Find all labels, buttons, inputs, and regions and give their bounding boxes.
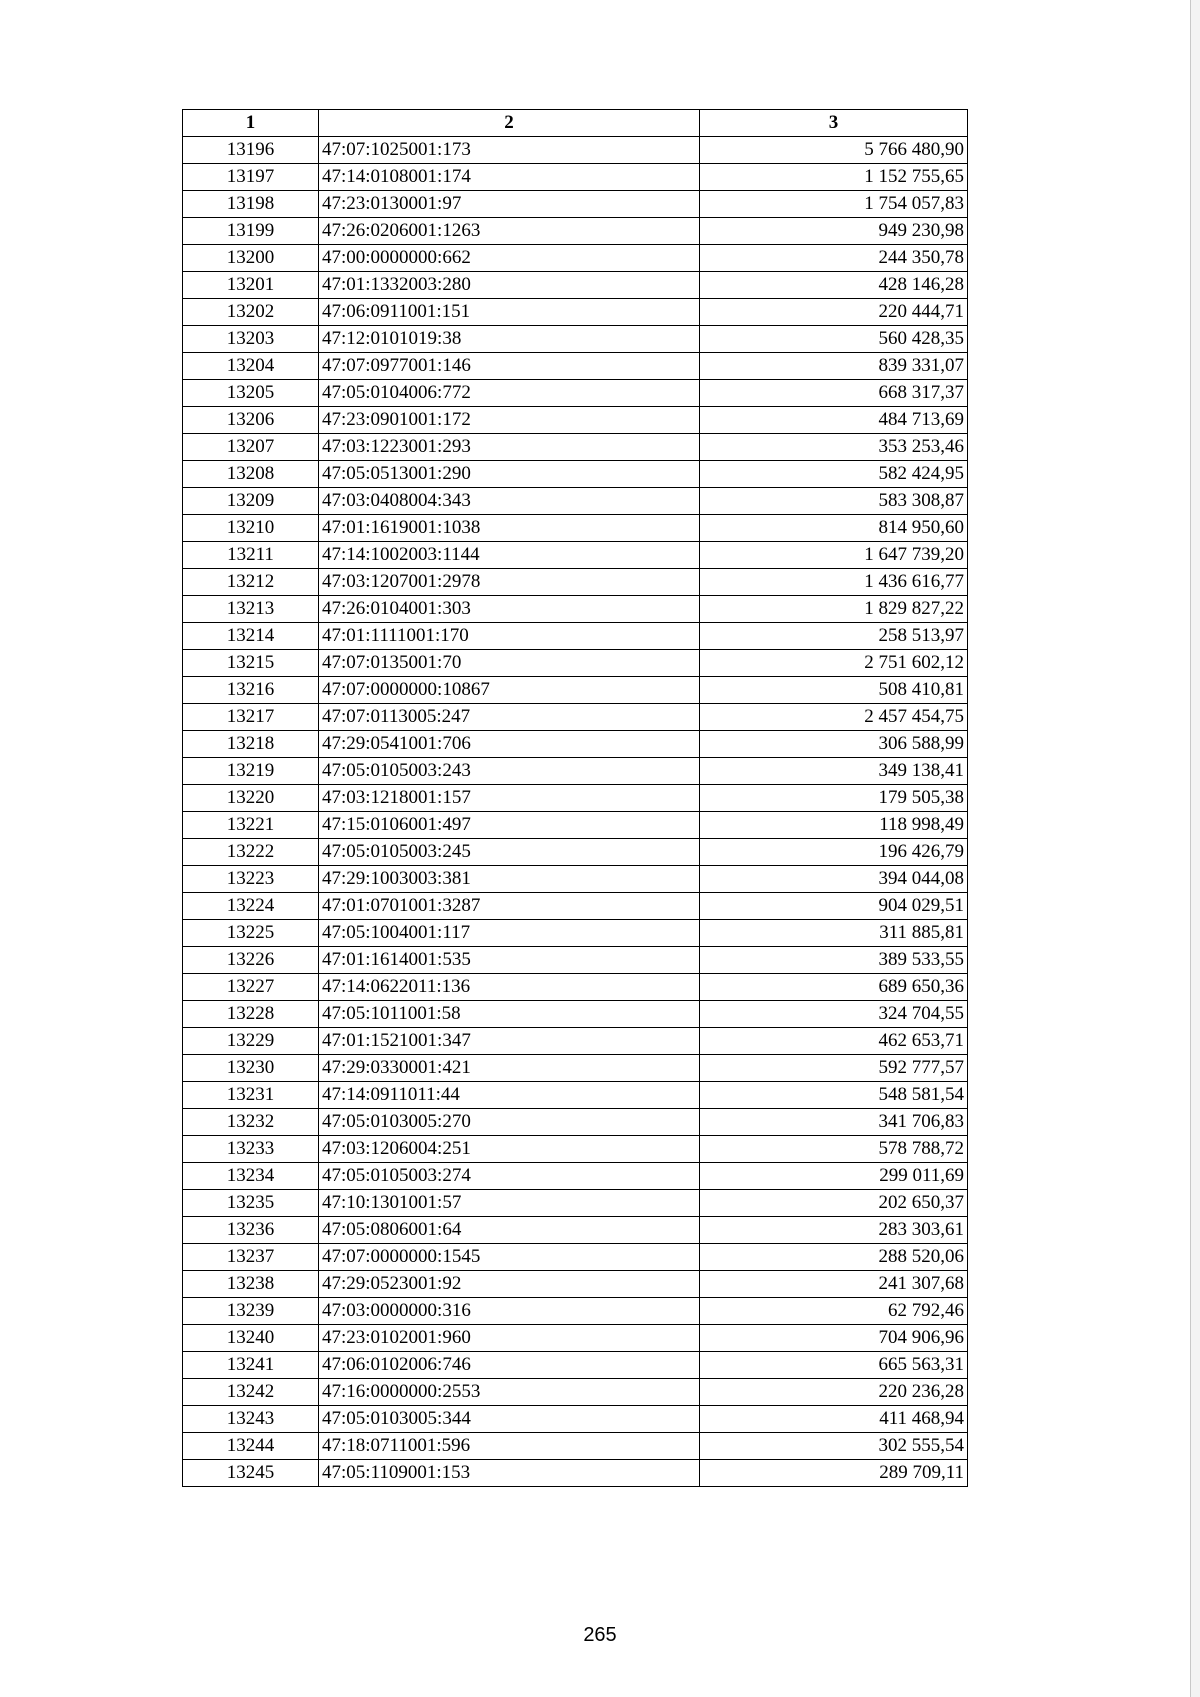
cadastral-value-cell: 241 307,68 xyxy=(700,1271,968,1298)
cadastral-number-cell: 47:07:0113005:247 xyxy=(319,704,700,731)
row-number-cell: 13235 xyxy=(183,1190,319,1217)
table-row xyxy=(183,1325,968,1352)
cadastral-number-cell: 47:05:0105003:243 xyxy=(319,758,700,785)
row-number-cell: 13205 xyxy=(183,380,319,407)
table-row xyxy=(183,353,968,380)
row-number-cell: 13227 xyxy=(183,974,319,1001)
table-row xyxy=(183,920,968,947)
row-number-cell: 13199 xyxy=(183,218,319,245)
cadastral-value-cell: 258 513,97 xyxy=(700,623,968,650)
row-number-cell: 13228 xyxy=(183,1001,319,1028)
table-row xyxy=(183,1001,968,1028)
cadastral-number-cell: 47:03:1218001:157 xyxy=(319,785,700,812)
row-number-cell: 13238 xyxy=(183,1271,319,1298)
cadastral-value-cell: 62 792,46 xyxy=(700,1298,968,1325)
cadastral-value-cell: 1 754 057,83 xyxy=(700,191,968,218)
table-row xyxy=(183,569,968,596)
table-row xyxy=(183,596,968,623)
row-number-cell: 13220 xyxy=(183,785,319,812)
row-number-cell: 13242 xyxy=(183,1379,319,1406)
table-row xyxy=(183,245,968,272)
cadastral-value-cell: 428 146,28 xyxy=(700,272,968,299)
cadastral-value-cell: 949 230,98 xyxy=(700,218,968,245)
row-number-cell: 13219 xyxy=(183,758,319,785)
row-number-cell: 13230 xyxy=(183,1055,319,1082)
table-row xyxy=(183,515,968,542)
cadastral-value-cell: 1 436 616,77 xyxy=(700,569,968,596)
cadastral-value-cell: 179 505,38 xyxy=(700,785,968,812)
cadastral-number-cell: 47:23:0102001:960 xyxy=(319,1325,700,1352)
table-row xyxy=(183,1379,968,1406)
column-header-2: 2 xyxy=(319,110,700,137)
cadastral-value-cell: 904 029,51 xyxy=(700,893,968,920)
row-number-cell: 13240 xyxy=(183,1325,319,1352)
cadastral-number-cell: 47:07:0000000:1545 xyxy=(319,1244,700,1271)
cadastral-number-cell: 47:14:1002003:1144 xyxy=(319,542,700,569)
row-number-cell: 13206 xyxy=(183,407,319,434)
cadastral-value-cell: 411 468,94 xyxy=(700,1406,968,1433)
cadastral-value-cell: 689 650,36 xyxy=(700,974,968,1001)
row-number-cell: 13223 xyxy=(183,866,319,893)
table-row xyxy=(183,1406,968,1433)
cadastral-value-cell: 299 011,69 xyxy=(700,1163,968,1190)
table-row xyxy=(183,488,968,515)
cadastral-value-cell: 118 998,49 xyxy=(700,812,968,839)
table-row xyxy=(183,137,968,164)
table-row xyxy=(183,380,968,407)
cadastral-value-cell: 578 788,72 xyxy=(700,1136,968,1163)
cadastral-value-cell: 484 713,69 xyxy=(700,407,968,434)
cadastral-number-cell: 47:01:1619001:1038 xyxy=(319,515,700,542)
cadastral-value-cell: 283 303,61 xyxy=(700,1217,968,1244)
cadastral-number-cell: 47:07:0000000:10867 xyxy=(319,677,700,704)
cadastral-number-cell: 47:03:0408004:343 xyxy=(319,488,700,515)
row-number-cell: 13200 xyxy=(183,245,319,272)
row-number-cell: 13212 xyxy=(183,569,319,596)
cadastral-number-cell: 47:05:0103005:270 xyxy=(319,1109,700,1136)
cadastral-value-cell: 202 650,37 xyxy=(700,1190,968,1217)
table-row xyxy=(183,218,968,245)
cadastral-number-cell: 47:01:1521001:347 xyxy=(319,1028,700,1055)
cadastral-value-cell: 592 777,57 xyxy=(700,1055,968,1082)
cadastral-number-cell: 47:23:0130001:97 xyxy=(319,191,700,218)
row-number-cell: 13245 xyxy=(183,1460,319,1487)
table-row xyxy=(183,1271,968,1298)
row-number-cell: 13204 xyxy=(183,353,319,380)
cadastral-number-cell: 47:14:0911011:44 xyxy=(319,1082,700,1109)
cadastral-number-cell: 47:23:0901001:172 xyxy=(319,407,700,434)
row-number-cell: 13209 xyxy=(183,488,319,515)
row-number-cell: 13222 xyxy=(183,839,319,866)
cadastral-number-cell: 47:26:0206001:1263 xyxy=(319,218,700,245)
table-row xyxy=(183,191,968,218)
cadastral-number-cell: 47:06:0102006:746 xyxy=(319,1352,700,1379)
cadastral-number-cell: 47:05:1004001:117 xyxy=(319,920,700,947)
cadastral-number-cell: 47:07:0977001:146 xyxy=(319,353,700,380)
table-row xyxy=(183,650,968,677)
table-row xyxy=(183,893,968,920)
cadastral-value-cell: 1 829 827,22 xyxy=(700,596,968,623)
row-number-cell: 13232 xyxy=(183,1109,319,1136)
row-number-cell: 13225 xyxy=(183,920,319,947)
cadastral-value-cell: 5 766 480,90 xyxy=(700,137,968,164)
cadastral-value-cell: 311 885,81 xyxy=(700,920,968,947)
table-row xyxy=(183,785,968,812)
cadastral-number-cell: 47:12:0101019:38 xyxy=(319,326,700,353)
cadastral-value-cell: 814 950,60 xyxy=(700,515,968,542)
row-number-cell: 13201 xyxy=(183,272,319,299)
cadastral-number-cell: 47:03:1206004:251 xyxy=(319,1136,700,1163)
cadastral-value-cell: 289 709,11 xyxy=(700,1460,968,1487)
cadastral-number-cell: 47:07:1025001:173 xyxy=(319,137,700,164)
cadastral-value-cell: 665 563,31 xyxy=(700,1352,968,1379)
row-number-cell: 13221 xyxy=(183,812,319,839)
cadastral-value-cell: 220 236,28 xyxy=(700,1379,968,1406)
row-number-cell: 13214 xyxy=(183,623,319,650)
table-row xyxy=(183,812,968,839)
table-row xyxy=(183,974,968,1001)
cadastral-value-cell: 220 444,71 xyxy=(700,299,968,326)
cadastral-value-cell: 2 751 602,12 xyxy=(700,650,968,677)
cadastral-number-cell: 47:29:1003003:381 xyxy=(319,866,700,893)
table-row xyxy=(183,1217,968,1244)
row-number-cell: 13243 xyxy=(183,1406,319,1433)
table-row xyxy=(183,731,968,758)
cadastral-number-cell: 47:05:0103005:344 xyxy=(319,1406,700,1433)
table-body xyxy=(183,137,968,1487)
cadastral-value-cell: 839 331,07 xyxy=(700,353,968,380)
cadastral-number-cell: 47:05:0806001:64 xyxy=(319,1217,700,1244)
row-number-cell: 13224 xyxy=(183,893,319,920)
row-number-cell: 13244 xyxy=(183,1433,319,1460)
table-row xyxy=(183,839,968,866)
cadastral-value-cell: 583 308,87 xyxy=(700,488,968,515)
table-row xyxy=(183,407,968,434)
row-number-cell: 13217 xyxy=(183,704,319,731)
row-number-cell: 13210 xyxy=(183,515,319,542)
table-row xyxy=(183,677,968,704)
row-number-cell: 13211 xyxy=(183,542,319,569)
cadastral-number-cell: 47:15:0106001:497 xyxy=(319,812,700,839)
row-number-cell: 13198 xyxy=(183,191,319,218)
cadastral-number-cell: 47:00:0000000:662 xyxy=(319,245,700,272)
cadastral-number-cell: 47:03:1223001:293 xyxy=(319,434,700,461)
table-row xyxy=(183,1136,968,1163)
row-number-cell: 13196 xyxy=(183,137,319,164)
table-row xyxy=(183,1244,968,1271)
row-number-cell: 13216 xyxy=(183,677,319,704)
cadastral-value-cell: 668 317,37 xyxy=(700,380,968,407)
cadastral-value-cell: 2 457 454,75 xyxy=(700,704,968,731)
row-number-cell: 13203 xyxy=(183,326,319,353)
cadastral-value-cell: 349 138,41 xyxy=(700,758,968,785)
cadastral-number-cell: 47:05:0105003:274 xyxy=(319,1163,700,1190)
cadastral-number-cell: 47:01:1614001:535 xyxy=(319,947,700,974)
cadastral-number-cell: 47:29:0330001:421 xyxy=(319,1055,700,1082)
row-number-cell: 13229 xyxy=(183,1028,319,1055)
table-row xyxy=(183,1055,968,1082)
cadastral-number-cell: 47:10:1301001:57 xyxy=(319,1190,700,1217)
table-row xyxy=(183,1460,968,1487)
cadastral-value-cell: 704 906,96 xyxy=(700,1325,968,1352)
row-number-cell: 13233 xyxy=(183,1136,319,1163)
page-number: 265 xyxy=(583,1624,617,1646)
row-number-cell: 13208 xyxy=(183,461,319,488)
cadastral-number-cell: 47:03:0000000:316 xyxy=(319,1298,700,1325)
cadastral-number-cell: 47:26:0104001:303 xyxy=(319,596,700,623)
column-header-3: 3 xyxy=(700,110,968,137)
cadastral-number-cell: 47:18:0711001:596 xyxy=(319,1433,700,1460)
row-number-cell: 13202 xyxy=(183,299,319,326)
cadastral-value-cell: 196 426,79 xyxy=(700,839,968,866)
row-number-cell: 13207 xyxy=(183,434,319,461)
cadastral-value-cell: 1 647 739,20 xyxy=(700,542,968,569)
cadastral-number-cell: 47:14:0108001:174 xyxy=(319,164,700,191)
cadastral-number-cell: 47:16:0000000:2553 xyxy=(319,1379,700,1406)
cadastral-number-cell: 47:07:0135001:70 xyxy=(319,650,700,677)
cadastral-number-cell: 47:01:1111001:170 xyxy=(319,623,700,650)
cadastral-value-cell: 244 350,78 xyxy=(700,245,968,272)
cadastral-value-cell: 353 253,46 xyxy=(700,434,968,461)
cadastral-number-cell: 47:29:0523001:92 xyxy=(319,1271,700,1298)
table-row xyxy=(183,758,968,785)
cadastral-number-cell: 47:29:0541001:706 xyxy=(319,731,700,758)
row-number-cell: 13237 xyxy=(183,1244,319,1271)
table-row xyxy=(183,704,968,731)
table-row xyxy=(183,1028,968,1055)
cadastral-number-cell: 47:05:1011001:58 xyxy=(319,1001,700,1028)
cadastral-value-cell: 302 555,54 xyxy=(700,1433,968,1460)
cadastral-number-cell: 47:05:0513001:290 xyxy=(319,461,700,488)
cadastral-number-cell: 47:01:1332003:280 xyxy=(319,272,700,299)
row-number-cell: 13215 xyxy=(183,650,319,677)
table-row xyxy=(183,623,968,650)
cadastral-value-cell: 341 706,83 xyxy=(700,1109,968,1136)
table-row xyxy=(183,1298,968,1325)
row-number-cell: 13213 xyxy=(183,596,319,623)
table-row xyxy=(183,299,968,326)
row-number-cell: 13239 xyxy=(183,1298,319,1325)
cadastral-value-cell: 462 653,71 xyxy=(700,1028,968,1055)
page-edge xyxy=(1190,0,1200,1697)
table-row xyxy=(183,1163,968,1190)
cadastral-number-cell: 47:05:0104006:772 xyxy=(319,380,700,407)
row-number-cell: 13231 xyxy=(183,1082,319,1109)
table-row xyxy=(183,866,968,893)
row-number-cell: 13226 xyxy=(183,947,319,974)
row-number-cell: 13218 xyxy=(183,731,319,758)
row-number-cell: 13236 xyxy=(183,1217,319,1244)
cadastral-number-cell: 47:06:0911001:151 xyxy=(319,299,700,326)
table-row xyxy=(183,947,968,974)
table-row xyxy=(183,461,968,488)
table-row xyxy=(183,272,968,299)
cadastral-number-cell: 47:03:1207001:2978 xyxy=(319,569,700,596)
table-row xyxy=(183,542,968,569)
table-row xyxy=(183,164,968,191)
cadastral-value-cell: 306 588,99 xyxy=(700,731,968,758)
table-row xyxy=(183,1109,968,1136)
table-row xyxy=(183,326,968,353)
table-row xyxy=(183,1352,968,1379)
column-header-1: 1 xyxy=(183,110,319,137)
table-row xyxy=(183,434,968,461)
cadastral-value-cell: 288 520,06 xyxy=(700,1244,968,1271)
cadastral-number-cell: 47:01:0701001:3287 xyxy=(319,893,700,920)
table-row xyxy=(183,1082,968,1109)
cadastral-value-cell: 508 410,81 xyxy=(700,677,968,704)
cadastral-value-cell: 560 428,35 xyxy=(700,326,968,353)
cadastral-value-cell: 582 424,95 xyxy=(700,461,968,488)
table-row xyxy=(183,1190,968,1217)
cadastral-value-cell: 1 152 755,65 xyxy=(700,164,968,191)
cadastral-value-cell: 394 044,08 xyxy=(700,866,968,893)
row-number-cell: 13241 xyxy=(183,1352,319,1379)
cadastral-value-table xyxy=(182,109,968,1487)
table-header-row xyxy=(183,110,968,137)
cadastral-number-cell: 47:05:0105003:245 xyxy=(319,839,700,866)
cadastral-number-cell: 47:14:0622011:136 xyxy=(319,974,700,1001)
table-row xyxy=(183,1433,968,1460)
cadastral-value-cell: 389 533,55 xyxy=(700,947,968,974)
cadastral-value-cell: 324 704,55 xyxy=(700,1001,968,1028)
row-number-cell: 13197 xyxy=(183,164,319,191)
row-number-cell: 13234 xyxy=(183,1163,319,1190)
cadastral-value-cell: 548 581,54 xyxy=(700,1082,968,1109)
cadastral-number-cell: 47:05:1109001:153 xyxy=(319,1460,700,1487)
